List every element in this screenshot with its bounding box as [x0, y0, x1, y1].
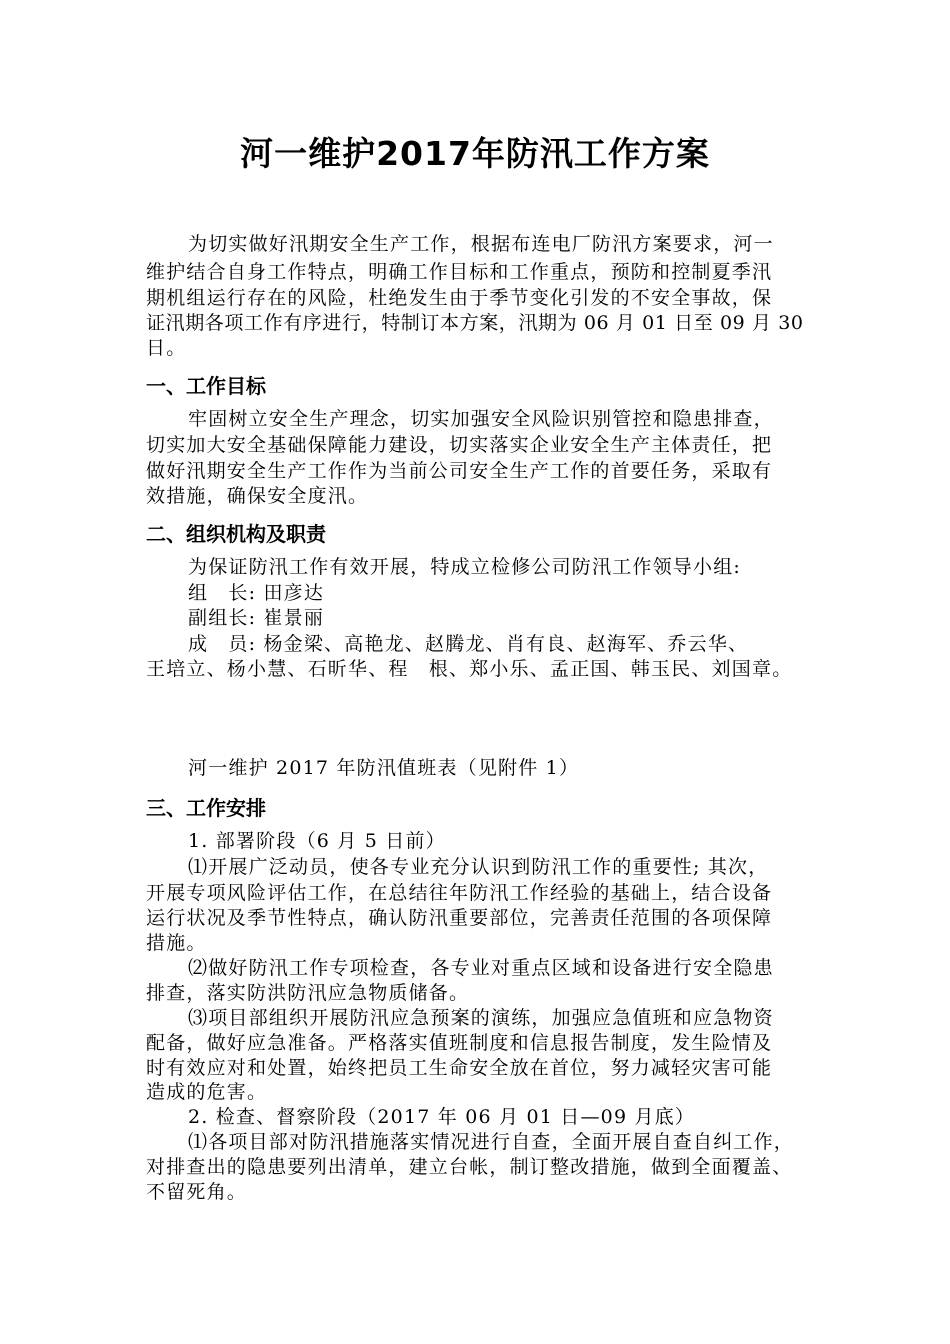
- document-title: 河一维护2017年防汛工作方案: [240, 134, 710, 173]
- paragraph-line: 措施。: [146, 932, 207, 954]
- paragraph-line: 对排查出的隐患要列出清单，建立台帐，制订整改措施，做到全面覆盖、: [146, 1156, 793, 1178]
- paragraph-line: 配备，做好应急准备。严格落实值班制度和信息报告制度，发生险情及: [146, 1032, 773, 1054]
- paragraph-line: ⑴开展广泛动员，使各专业充分认识到防汛工作的重要性; 其次，: [188, 856, 769, 878]
- section-heading: 三、工作安排: [146, 796, 266, 820]
- paragraph-line: 运行状况及季节性特点，确认防汛重要部位，完善责任范围的各项保障: [146, 907, 773, 929]
- duty-table-reference: 河一维护 2017 年防汛值班表（见附件 1）: [188, 757, 580, 779]
- paragraph-line: 牢固树立安全生产理念，切实加强安全风险识别管控和隐患排查，: [188, 408, 774, 430]
- paragraph-line: 不留死角。: [146, 1181, 248, 1203]
- leader-line: 组 长: 田彦达: [188, 582, 325, 604]
- paragraph-line: 为保证防汛工作有效开展，特成立检修公司防汛工作领导小组:: [188, 556, 742, 578]
- paragraph-line: ⑴各项目部对防汛措施落实情况进行自查，全面开展自查自纠工作，: [188, 1131, 795, 1153]
- paragraph-line: 1. 部署阶段（6 月 5 日前）: [188, 830, 446, 852]
- paragraph-line: 2. 检查、督察阶段（2017 年 06 月 01 日—09 月底）: [188, 1106, 696, 1128]
- paragraph-line: ⑵做好防汛工作专项检查，各专业对重点区域和设备进行安全隐患: [188, 957, 774, 979]
- intro-line: 日。: [146, 337, 187, 359]
- paragraph-line: 效措施，确保安全度汛。: [146, 485, 369, 507]
- section-heading: 一、工作目标: [146, 374, 266, 398]
- deputy-leader-line: 副组长: 崔景丽: [188, 607, 325, 629]
- intro-line: 证汛期各项工作有序进行，特制订本方案，汛期为 06 月 01 日至 09 月 30: [146, 312, 804, 334]
- intro-line: 期机组运行存在的风险，杜绝发生由于季节变化引发的不安全事故，保: [146, 287, 773, 309]
- members-line: 王培立、杨小慧、石昕华、程 根、郑小乐、孟正国、韩玉民、刘国章。: [146, 658, 793, 680]
- paragraph-line: 切实加大安全基础保障能力建设，切实落实企业安全生产主体责任，把: [146, 434, 773, 456]
- paragraph-line: 开展专项风险评估工作，在总结往年防汛工作经验的基础上，结合设备: [146, 882, 773, 904]
- paragraph-line: ⑶项目部组织开展防汛应急预案的演练，加强应急值班和应急物资: [188, 1007, 774, 1029]
- paragraph-line: 造成的危害。: [146, 1081, 268, 1103]
- members-line: 成 员: 杨金梁、高艳龙、赵腾龙、肖有良、赵海军、乔云华、: [188, 633, 749, 655]
- intro-line: 为切实做好汛期安全生产工作，根据布连电厂防汛方案要求，河一: [188, 233, 774, 255]
- paragraph-line: 做好汛期安全生产工作作为当前公司安全生产工作的首要任务，采取有: [146, 460, 773, 482]
- paragraph-line: 时有效应对和处置，始终把员工生命安全放在首位，努力减轻灾害可能: [146, 1057, 773, 1079]
- intro-line: 维护结合自身工作特点，明确工作目标和工作重点，预防和控制夏季汛: [146, 261, 773, 283]
- section-heading: 二、组织机构及职责: [146, 522, 326, 546]
- paragraph-line: 排查，落实防洪防汛应急物质储备。: [146, 982, 470, 1004]
